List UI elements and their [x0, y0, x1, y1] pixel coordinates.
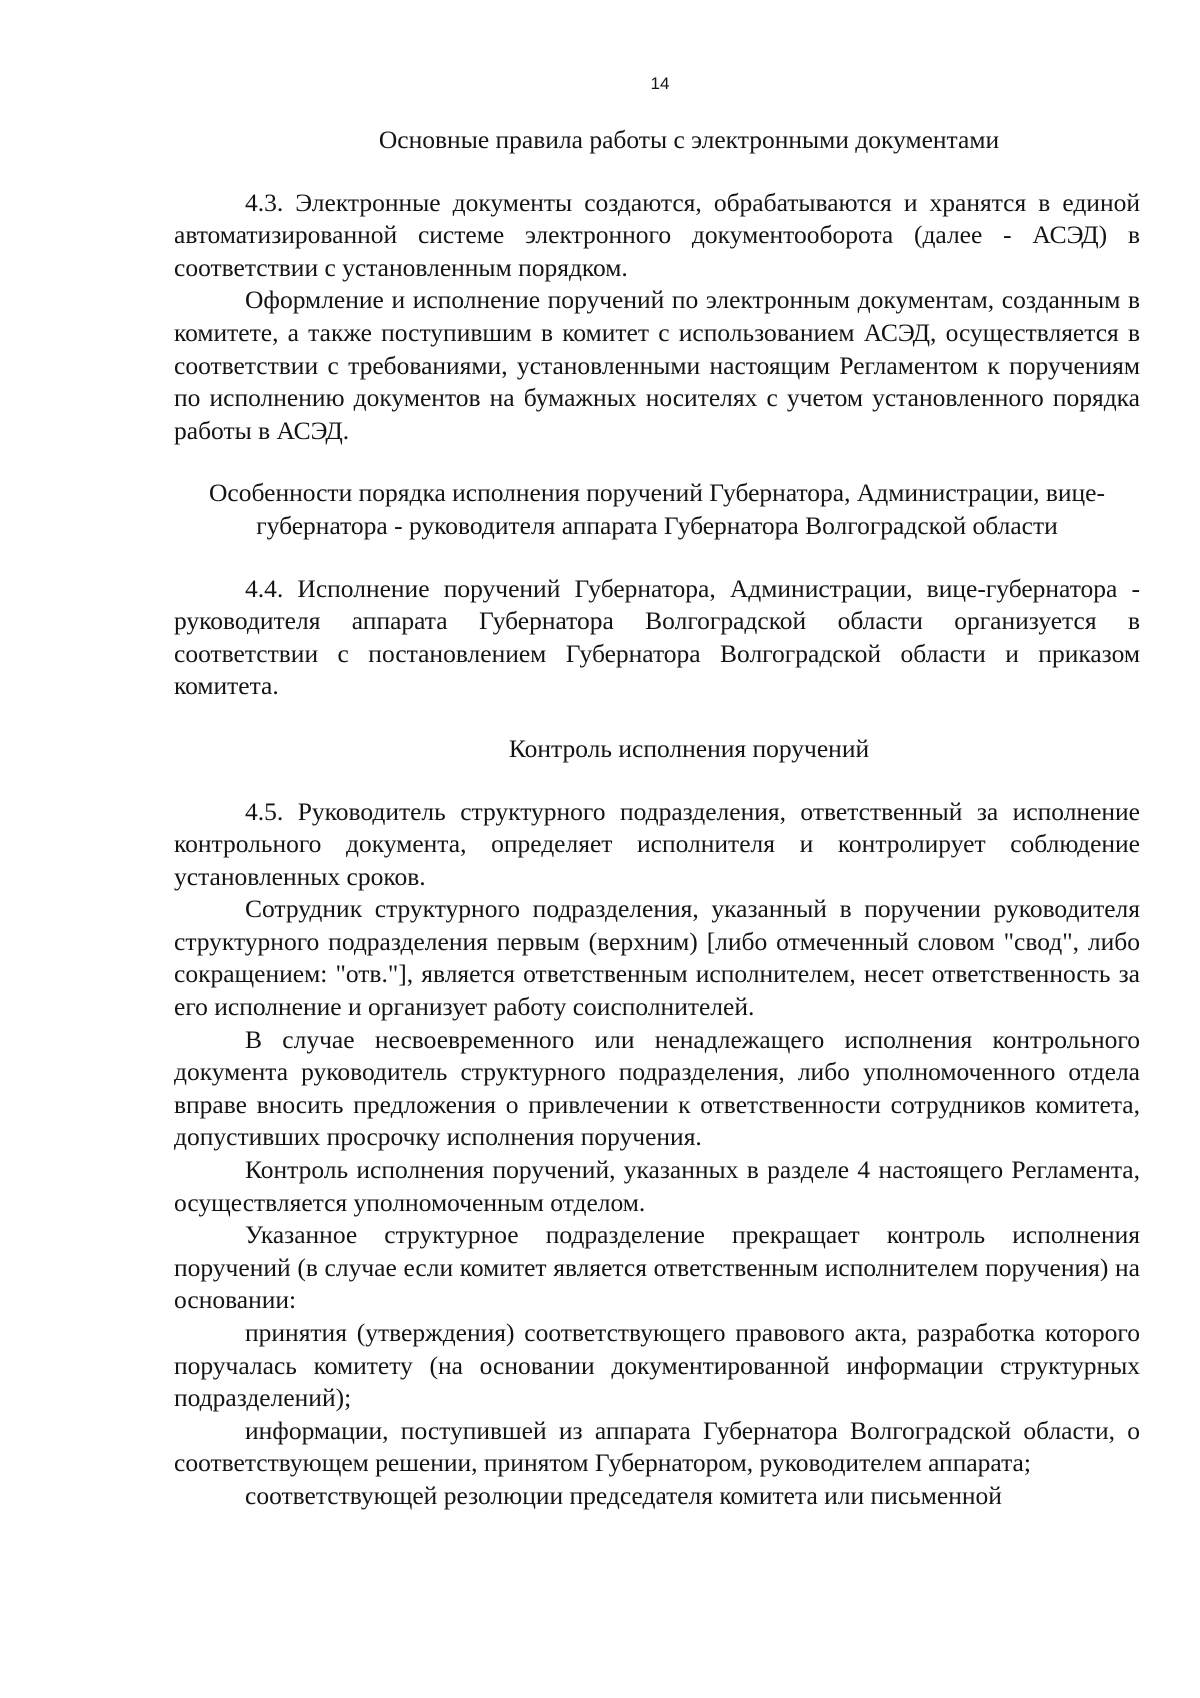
document-body: [174, 124, 1140, 1513]
page-number: 14: [650, 74, 670, 93]
paragraph: Оформление и исполнение поручений по электронным документам, созданным в комитете, а также поступившим в комитет с использованием АСЭД, осуществляется в соответствии с требованиями, установленными настоящим Регламентом к поручениям по исполнению документов на бумажных носителях с учетом установленного порядка работы в АСЭД.: [174, 285, 1140, 445]
paragraph: принятия (утверждения) соответствующего правового акта, разработка которого поручалась комитету (на основании документированной информации структурных подразделений);: [174, 1318, 1140, 1413]
paragraph: Контроль исполнения поручений, указанных в разделе 4 настоящего Регламента, осуществляется уполномоченным отделом.: [174, 1155, 1140, 1217]
paragraph-4-5: 4.5. Руководитель структурного подразделения, ответственный за исполнение контрольного документа, определяет исполнителя и контролирует соблюдение установленных сроков.: [174, 796, 1140, 891]
section-heading-control: Контроль исполнения поручений: [508, 733, 870, 763]
paragraph-4-3: 4.3. Электронные документы создаются, обрабатываются и хранятся в единой автоматизированной системе электронного документооборота (далее - АСЭД) в соответствии с установленным порядком.: [174, 187, 1140, 282]
paragraph: информации, поступившей из аппарата Губернатора Волгоградской области, о соответствующем решении, принятом Губернатором, руководителем аппарата;: [174, 1415, 1140, 1478]
section-heading-electronic-docs: Основные правила работы с электронными документами: [378, 125, 1000, 154]
paragraph-4-4: 4.4. Исполнение поручений Губернатора, Администрации, вице-губернатора - руководителя аппарата Губернатора Волгоградской области организуется в соответствии с постановлением Губернатора Волгоградской области и приказом комитета.: [174, 573, 1140, 701]
paragraph: Сотрудник структурного подразделения, указанный в поручении руководителя структурного подразделения первым (верхним) [либо отмеченный словом "свод", либо сокращением: "отв."], является ответственным исполнителем, несет ответственность за его исполнение и организует работу соисполнителей.: [174, 894, 1140, 1022]
paragraph: В случае несвоевременного или ненадлежащего исполнения контрольного документа руководитель структурного подразделения, либо уполномоченного отдела вправе вносить предложения о привлечении к ответственности сотрудников комитета, допустивших просрочку исполнения поручения.: [174, 1024, 1140, 1152]
paragraph: Указанное структурное подразделение прекращает контроль исполнения поручений (в случае если комитет является ответственным исполнителем поручения) на основании:: [174, 1220, 1140, 1315]
section-heading-governor-orders: Особенности порядка исполнения поручений Губернатора, Администрации, вице-губернатора - руководителя аппарата Губернатора Волгоградской области: [209, 478, 1105, 540]
paragraph: соответствующей резолюции председателя комитета или письменной: [245, 1480, 1002, 1510]
